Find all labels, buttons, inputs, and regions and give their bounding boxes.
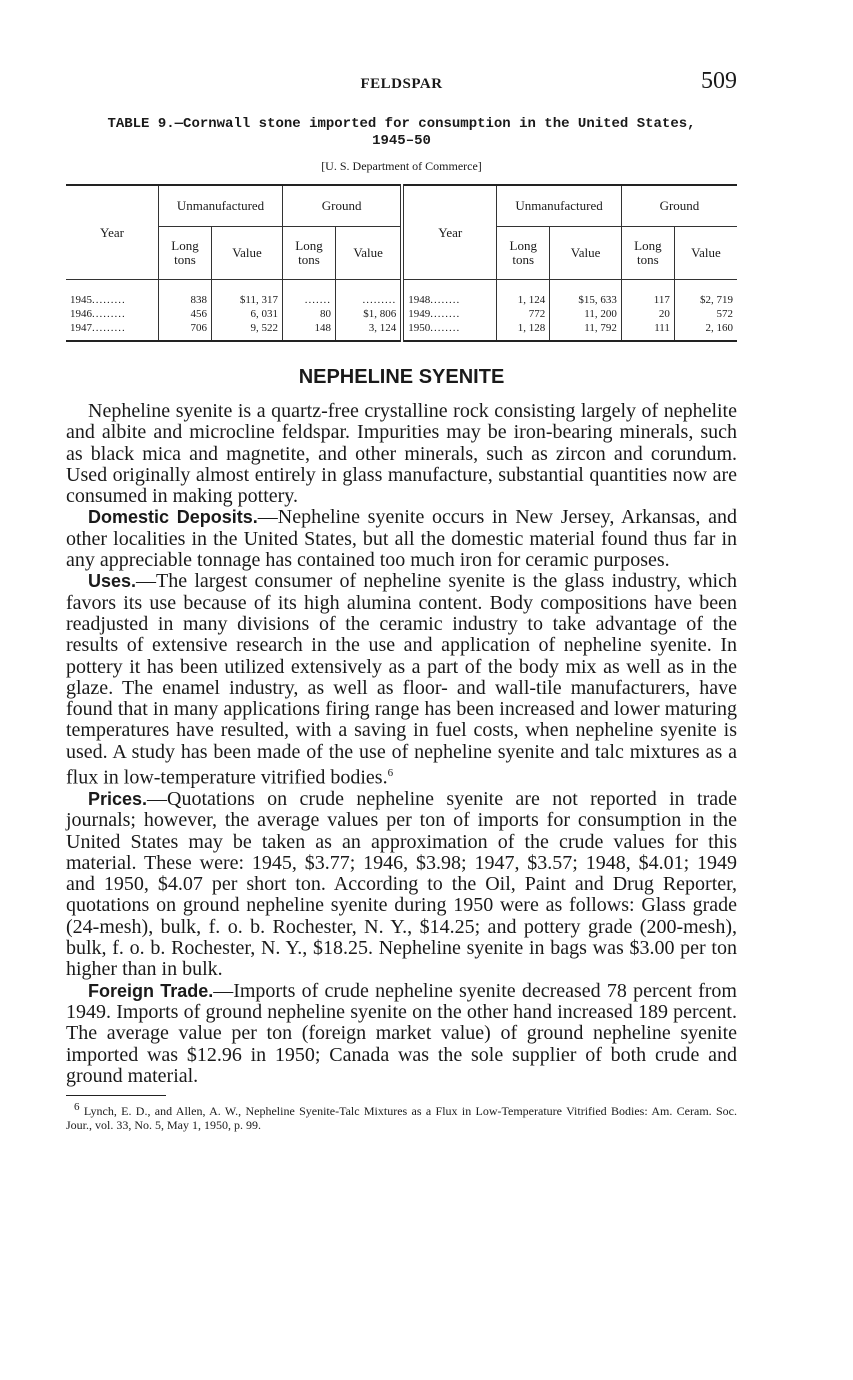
table-cell-year: 1945......... bbox=[66, 280, 159, 308]
paragraph-uses bbox=[66, 571, 737, 789]
column-header-value: Value bbox=[550, 227, 622, 280]
footnote-reference: 6 bbox=[387, 767, 394, 780]
table-cell: 772 bbox=[497, 307, 550, 321]
table-cell: 2, 160 bbox=[674, 321, 737, 341]
column-header-long-tons: Long tons bbox=[497, 227, 550, 280]
column-header-ground: Ground bbox=[283, 185, 403, 227]
table-cell: 706 bbox=[159, 321, 212, 341]
column-header-value: Value bbox=[212, 227, 283, 280]
paragraph-foreign-trade bbox=[66, 981, 737, 1087]
table-cell: 838 bbox=[159, 280, 212, 308]
table-row bbox=[66, 280, 737, 308]
table-cell-year: 1949........ bbox=[402, 307, 497, 321]
page-header bbox=[66, 66, 737, 102]
table-cell: $1, 806 bbox=[336, 307, 403, 321]
table-cell: 1, 128 bbox=[497, 321, 550, 341]
table-cell: $11, 317 bbox=[212, 280, 283, 308]
column-header-value: Value bbox=[674, 227, 737, 280]
table-cell: 1, 124 bbox=[497, 280, 550, 308]
page-number: 509 bbox=[701, 68, 737, 94]
table-cell: 111 bbox=[621, 321, 674, 341]
running-head: FELDSPAR bbox=[360, 76, 443, 92]
column-header-unmanufactured: Unmanufactured bbox=[497, 185, 622, 227]
paragraph-prices bbox=[66, 789, 737, 981]
table-source: [U. S. Department of Commerce] bbox=[321, 159, 482, 173]
column-header-unmanufactured: Unmanufactured bbox=[159, 185, 283, 227]
cornwall-stone-table bbox=[66, 184, 737, 342]
footnote-text: Lynch, E. D., and Allen, A. W., Nepheline Syenite-Talc Mixtures as a Flux in Low-Temperature Vitrified Bodies: Am. Ceram. Soc. Jour., vol. 33, No. 5, May 1, 1950, p. 99. bbox=[66, 1104, 737, 1133]
table-cell: 11, 200 bbox=[550, 307, 622, 321]
table-cell-year: 1948........ bbox=[402, 280, 497, 308]
column-header-long-tons: Long tons bbox=[283, 227, 336, 280]
column-header-long-tons: Long tons bbox=[159, 227, 212, 280]
column-header-ground: Ground bbox=[621, 185, 737, 227]
table-title bbox=[66, 116, 737, 150]
paragraph-lead-heading: Domestic Deposits. bbox=[88, 507, 258, 528]
table-cell-year: 1946......... bbox=[70, 308, 126, 320]
paragraph-domestic-deposits bbox=[66, 507, 737, 571]
table-title-line1: TABLE 9.—Cornwall stone imported for consumption in the United States, bbox=[107, 116, 696, 132]
paragraph-text: —Imports of crude nepheline syenite decreased 78 percent from 1949. Imports of ground nepheline syenite on the other hand increased 189 percent. The average value per ton (foreign market value) of ground nepheline syenite imported was $12.96 in 1950; Canada was the sole supplier of both crude and ground material. bbox=[66, 979, 737, 1087]
paragraph-lead-heading: Uses. bbox=[88, 571, 137, 592]
table-cell: 11, 792 bbox=[550, 321, 622, 341]
paragraph-intro: Nepheline syenite is a quartz-free crystalline rock consisting largely of nephelite and albite and microcline feldspar. Impurities may be iron-bearing minerals, such as black mica and magnetite, and other minerals, such as zircon and corundum. Used originally almost entirely in glass manufacture, substantial quantities now are consumed in making pottery. bbox=[66, 400, 737, 508]
table-row bbox=[66, 307, 737, 321]
footnote bbox=[66, 1100, 737, 1132]
table-cell: 456 bbox=[159, 307, 212, 321]
column-header-value: Value bbox=[336, 227, 403, 280]
paragraph-lead-heading: Foreign Trade. bbox=[88, 980, 214, 1001]
table-cell: $15, 633 bbox=[550, 280, 622, 308]
table-title-line2: 1945–50 bbox=[372, 133, 431, 149]
table-cell: 117 bbox=[621, 280, 674, 308]
table-cell: 572 bbox=[674, 307, 737, 321]
section-title: NEPHELINE SYENITE bbox=[298, 366, 505, 388]
table-cell: 20 bbox=[621, 307, 674, 321]
table-cell-empty: ......... bbox=[336, 280, 403, 308]
table-row bbox=[66, 321, 737, 341]
paragraph-text: —The largest consumer of nepheline syenite is the glass industry, which favors its use because of its high alumina content. Body compositions have been readjusted in many divisions of the ceramic industry to take advantage of the results of extensive research in the use and application of nepheline syenite. In pottery it has been utilized extensively as a part of the body mix as well as in the glaze. The enamel industry, as well as floor- and wall-tile manufacturers, have found that in many applications firing range has been increased and lower maturing temperatures have resulted, with a saving in fuel costs, when nepheline syenite is used. A study has been made of the use of nepheline syenite and talc mixtures as a flux in low-temperature vitrified bodies. bbox=[66, 570, 737, 789]
paragraph-text: —Nepheline syenite occurs in New Jersey, Arkansas, and other localities in the United States, but all the domestic material found thus far in any appreciable tonnage has contained too much iron for ceramic purposes. bbox=[66, 506, 738, 572]
table-cell-year: 1950........ bbox=[402, 321, 497, 341]
table-cell: 3, 124 bbox=[336, 321, 403, 341]
footnote-divider bbox=[66, 1095, 166, 1096]
column-header-long-tons: Long tons bbox=[621, 227, 674, 280]
table-cell: 6, 031 bbox=[212, 307, 283, 321]
column-header-year: Year bbox=[402, 185, 497, 280]
table-cell: 80 bbox=[283, 307, 336, 321]
table-cell: 148 bbox=[283, 321, 336, 341]
table-cell-empty: ....... bbox=[283, 280, 336, 308]
table-cell: $2, 719 bbox=[674, 280, 737, 308]
paragraph-text: —Quotations on crude nepheline syenite are not reported in trade journals; however, the average values per ton of imports for consumption in the United States may be taken as an approximation of the crude values for this material. These were: 1945, $3.77; 1946, $3.98; 1947, $3.57; 1948, $4.01; 1949 and 1950, $4.07 per short ton. According to the Oil, Paint and Drug Reporter, quotations on ground nepheline syenite during 1950 were as follows: Glass grade (24-mesh), bulk, f. o. b. Rochester, N. Y., $14.25; and pottery grade (200-mesh), bulk, f. o. b. Rochester, N. Y., $18.25. Nepheline syenite in bags was $3.00 per ton higher than in bulk. bbox=[66, 788, 737, 981]
paragraph-lead-heading: Prices. bbox=[88, 789, 148, 809]
page bbox=[66, 66, 737, 1132]
table-cell-year: 1947......... bbox=[66, 321, 159, 341]
footnote-mark: 6 bbox=[74, 1101, 80, 1114]
column-header-year: Year bbox=[66, 185, 159, 280]
table-cell: 9, 522 bbox=[212, 321, 283, 341]
